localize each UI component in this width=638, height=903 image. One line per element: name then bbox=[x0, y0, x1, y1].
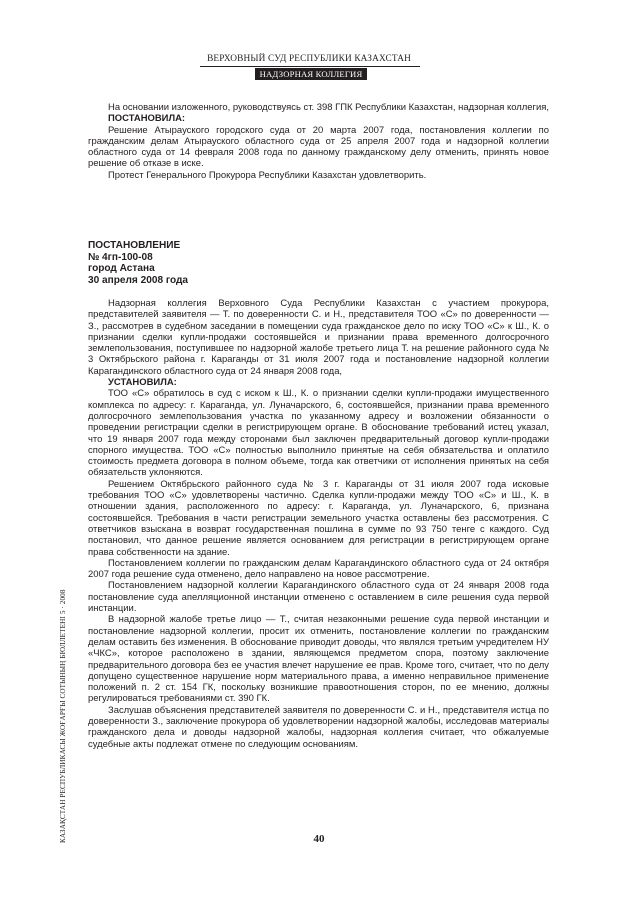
paragraph: ТОО «С» обратилось в суд с иском к Ш., К. о признании сделки купли-продажи имущественного комплекса по адресу: г. Караганда, ул. Луначарского, 6, состоявшейся, признании права временного долгосрочного землепользования участка по указанному адресу и возложении обязанности о проведении регистрации сделки в регистрирующем органе. В обоснование требований истец указал, что 19 января 2007 года между сторонами был заключен предварительный договор купли-продажи спорного имущества. ТОО «С» полностью выполнило принятые на себя обязательства и оплатило стоимость предмета договора в полном объеме, тогда как ответчики от исполнения принятых на себя обязательств уклоняются. bbox=[88, 388, 549, 479]
section-heading: УСТАНОВИЛА: bbox=[108, 377, 177, 389]
page-number: 40 bbox=[313, 833, 325, 845]
paragraph: Решение Атырауского городского суда от 20 марта 2007 года, постановления коллегии по гражданским делам Атырауского областного суда от 25 апреля 2007 года и надзорной коллегии областного суда от 14 февраля 2008 года по данному гражданскому делу отменить, принять новое решение об отказе в иске. bbox=[88, 124, 549, 170]
paragraph: Постановлением надзорной коллегии Карагандинского областного суда от 24 января 2008 года постановление суда апелляционной инстанции отменено с оставлением в силе решения суда первой инстанции. bbox=[88, 580, 549, 615]
previous-decision-ending bbox=[88, 102, 549, 181]
paragraph: Надзорная коллегия Верховного Суда Республики Казахстан с участием прокурора, представителей заявителя — Т. по доверенности С. и Н., представителя ТОО «С» по доверенности — З., рассмотрев в судебном заседании в помещении суда гражданское дело по иску ТОО «С» к Ш., К. о признании сделки купли-продажи состоявшейся и признании права временного долгосрочного землепользования, поступившее по надзорной жалобе третьего лица Т. на решение районного суда № 3 Октябрьского района г. Караганды от 31 июля 2007 года и постановление надзорной коллегии Карагандинского областного суда от 24 января 2008 года, bbox=[88, 298, 549, 377]
decree-number: № 4гп-100-08 bbox=[88, 251, 153, 263]
section-heading: ПОСТАНОВИЛА: bbox=[108, 113, 186, 125]
decree-city: город Астана bbox=[88, 263, 155, 275]
decree-body bbox=[88, 298, 549, 750]
paragraph: На основании изложенного, руководствуясь ст. 398 ГПК Республики Казахстан, надзорная коллегия, bbox=[108, 102, 550, 113]
decree-heading bbox=[88, 240, 188, 286]
court-name-header: ВЕРХОВНЫЙ СУД РЕСПУБЛИКИ КАЗАХСТАН bbox=[207, 54, 411, 64]
decree-date: 30 апреля 2008 года bbox=[88, 274, 189, 286]
paragraph: Решением Октябрьского районного суда № 3 г. Караганды от 31 июля 2007 года исковые требования ТОО «С» удовлетворены частично. Сделка купли-продажи между ТОО «С» и Ш., К. в отношении здания, расположенного по адресу: г. Караганда, ул. Луначарского, 6, признана состоявшейся. Требования в части регистрации земельного участка оставлены без рассмотрения. С ответчиков взыскана в возврат государственная пошлина в сумме по 93 750 тенге с каждого. Суд постановил, что данное решение является основанием для регистрации в регистрирующем органе права собственности на здание. bbox=[88, 478, 549, 558]
header-divider bbox=[200, 66, 420, 67]
paragraph: Постановлением коллегии по гражданским делам Карагандинского областного суда от 24 октября 2007 года решение суда отменено, дело направлено на новое рассмотрение. bbox=[88, 557, 549, 581]
paragraph: В надзорной жалобе третье лицо — Т., считая незаконными решение суда первой инстанции и постановление надзорной коллегии, просит их отменить, постановление коллегии по гражданским делам оставить без изменения. В обоснование приводит доводы, что являлся третьим учредителем НУ «ЧКС», которое расположено в здании, являющемся предметом спора, поэтому заключение предварительного договора без ее участия влечет нарушение ее прав. Кроме того, считает, что по делу допущено существенное нарушение норм материального права, а именно неправильное применение положений п. 2 ст. 154 ГК, поскольку возникшие правоотношения сторон, по ее мнению, должны регулироваться требованиями ст. 390 ГК. bbox=[88, 614, 549, 705]
decree-title: ПОСТАНОВЛЕНИЕ bbox=[88, 240, 181, 251]
board-name-label: НАДЗОРНАЯ КОЛЛЕГИЯ bbox=[255, 68, 367, 80]
bulletin-side-caption: КАЗАҚСТАН РЕСПУБЛИКАСЫ ЖОҒАРҒЫ СОТЫНЫҢ БЮЛЛЕТЕНІ 5 · 2008 bbox=[59, 589, 67, 843]
paragraph: Заслушав объяснения представителей заявителя по доверенности С. и Н., представителя истца по доверенности З., заключение прокурора об удовлетворении надзорной жалобы, исследовав материалы гражданского дела и доводы надзорной жалобы, надзорная коллегия считает, что обжалуемые судебные акты подлежат отмене по следующим основаниям. bbox=[88, 704, 549, 750]
paragraph: Протест Генерального Прокурора Республики Казахстан удовлетворить. bbox=[108, 169, 427, 181]
